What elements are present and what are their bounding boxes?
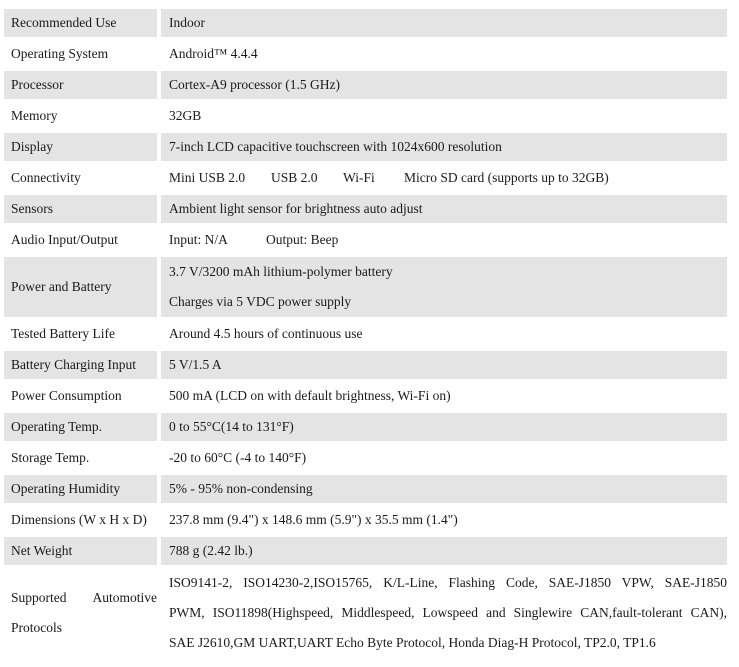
spec-label: Processor [4,71,157,99]
spec-label: Memory [4,102,157,130]
spec-label: Power and Battery [4,257,157,317]
spec-value: 788 g (2.42 lb.) [161,537,727,565]
spec-row-audio-input-output [4,226,727,254]
spec-value: -20 to 60°C (-4 to 140°F) [161,444,727,472]
spec-value: 32GB [161,102,727,130]
spec-value [161,226,727,254]
spec-row-recommended-use [4,9,727,37]
spec-row-memory [4,102,727,130]
protocol-line: SAE J2610,GM UART,UART Echo Byte Protocol, Honda Diag-H Protocol, TP2.0, TP1.6 [169,635,656,650]
specifications-table [4,6,727,661]
spec-value: 0 to 55°C(14 to 131°F) [161,413,727,441]
spec-label: Display [4,133,157,161]
spec-row-tested-battery-life [4,320,727,348]
spec-value [161,164,727,192]
spec-label: Storage Temp. [4,444,157,472]
spec-label: Operating Humidity [4,475,157,503]
spec-label: Connectivity [4,164,157,192]
spec-label: Tested Battery Life [4,320,157,348]
spec-label: Dimensions (W x H x D) [4,506,157,534]
spec-label: Battery Charging Input [4,351,157,379]
label-line: Supported Automotive [11,590,157,605]
spec-value [161,257,727,317]
connectivity-item: Micro SD card (supports up to 32GB) [404,170,609,185]
connectivity-item: Wi-Fi [343,170,375,185]
spec-value: 7-inch LCD capacitive touchscreen with 1024x600 resolution [161,133,727,161]
battery-line: 3.7 V/3200 mAh lithium-polymer battery [169,264,393,279]
spec-row-operating-humidity [4,475,727,503]
spec-value: Android™ 4.4.4 [161,40,727,68]
spec-row-net-weight [4,537,727,565]
spec-row-supported-protocols [4,568,727,658]
connectivity-item: USB 2.0 [271,170,318,185]
spec-row-power-consumption [4,382,727,410]
spec-value: 5 V/1.5 A [161,351,727,379]
audio-input: Input: N/A [169,232,228,247]
spec-value: Around 4.5 hours of continuous use [161,320,727,348]
spec-row-operating-system [4,40,727,68]
label-line: Protocols [11,620,63,635]
spec-value: Cortex-A9 processor (1.5 GHz) [161,71,727,99]
spec-value: 5% - 95% non-condensing [161,475,727,503]
spec-row-sensors [4,195,727,223]
spec-label: Audio Input/Output [4,226,157,254]
protocol-line: ISO9141-2, ISO14230-2,ISO15765, K/L-Line, Flashing Code, SAE-J1850 VPW, SAE-J1850 [169,575,727,590]
audio-output: Output: Beep [266,232,339,247]
spec-row-operating-temp [4,413,727,441]
spec-value [161,568,727,658]
spec-value: Indoor [161,9,727,37]
spec-label: Net Weight [4,537,157,565]
spec-row-connectivity [4,164,727,192]
spec-value: 237.8 mm (9.4") x 148.6 mm (5.9") x 35.5 mm (1.4") [161,506,727,534]
spec-label: Power Consumption [4,382,157,410]
spec-row-power-and-battery [4,257,727,317]
spec-row-processor [4,71,727,99]
charging-line: Charges via 5 VDC power supply [169,294,352,309]
spec-label: Recommended Use [4,9,157,37]
spec-row-battery-charging-input [4,351,727,379]
spec-row-storage-temp [4,444,727,472]
spec-label: Sensors [4,195,157,223]
spec-label: Operating Temp. [4,413,157,441]
spec-label: Operating System [4,40,157,68]
protocol-line: PWM, ISO11898(Highspeed, Middlespeed, Lowspeed and Singlewire CAN,fault-tolerant CAN), [169,605,727,620]
spec-value: Ambient light sensor for brightness auto adjust [161,195,727,223]
spec-row-display [4,133,727,161]
spec-value: 500 mA (LCD on with default brightness, Wi-Fi on) [161,382,727,410]
spec-label [4,568,157,658]
spec-row-dimensions [4,506,727,534]
connectivity-item: Mini USB 2.0 [169,170,246,185]
